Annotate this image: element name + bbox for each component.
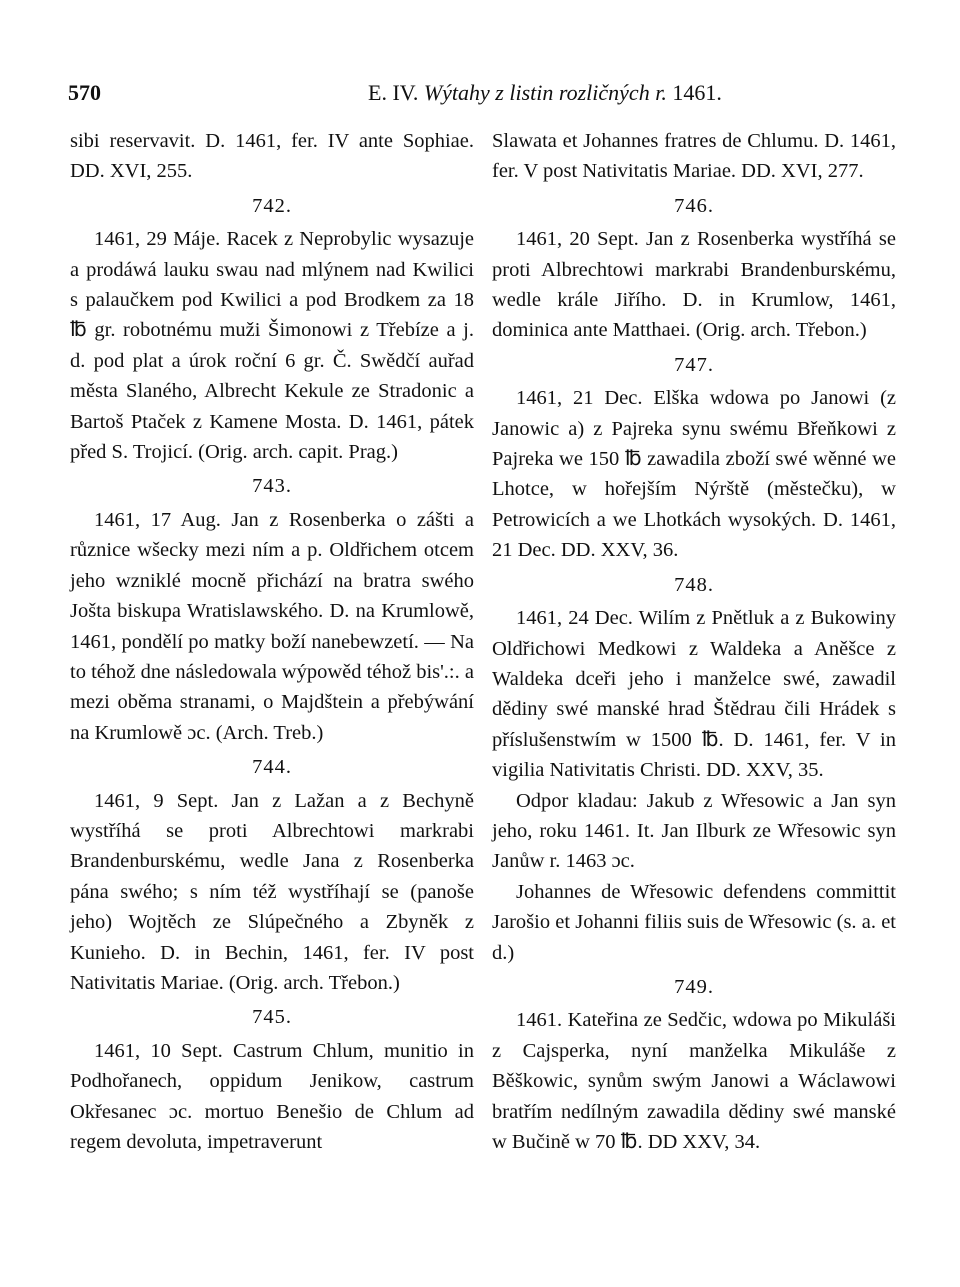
entry-text-749: 1461. Kateřina ze Sedčic, wdowa po Mikuláši z Cajsperka, nyní manželka Mikuláše z Běškowic, synům swým Janowi a Wáclawowi bratřím nedílným zawadila dědiny swé manské w Bučině w 70 ℔. DD XXV, 34. (492, 1009, 896, 1153)
entry-number-744: 744. (252, 756, 292, 779)
entry-text-742: 1461, 29 Máje. Racek z Neprobylic wysazuje a prodáwá lauku swau nad mlýnem nad Kwilici s palaučkem pod Kwilici a pod Brodkem za 18 ℔ gr. robotnému muži Šimonowi z Třebíze a j. d. pod plat a úrok roční 6 gr. Č. Swědčí auřad města Slaného, Albrecht Kekule ze Stradonic a Bartoš Ptaček z Kamene Mosta. D. 1461, pátek před S. Trojicí. (Orig. arch. capit. Prag.) (70, 228, 474, 464)
entry-number-745: 745. (252, 1006, 292, 1029)
entry-text-745: 1461, 10 Sept. Castrum Chlum, munitio in Podhořanech, oppidum Jenikow, castrum Okřesanec ɔc. mortuo Benešio de Chlum ad regem devoluta, impetraverunt (70, 1039, 474, 1153)
entry-number-748: 748. (674, 573, 714, 596)
page-number: 570 (68, 80, 101, 105)
left-column (70, 126, 474, 1157)
entry-text-748: 1461, 24 Dec. Wilím z Pnětluk a z Bukowiny Oldřichowi Medkowi z Waldeka a Aněšce z Waldeka dceři jeho i manželce swé, zawadil dědiny swé manské hrad Štědrau čili Hrádek s příslušenstwím w 1500 ℔. D. 1461, fer. V in vigilia Nativitatis Christi. DD. XXV, 35. (492, 607, 896, 782)
running-head-title: Wýtahy z listin rozličných r. (423, 80, 667, 105)
entry-number-743: 743. (252, 475, 292, 498)
page-header (68, 76, 892, 110)
entry-text-748-defense: Johannes de Wřesowic defendens committit Jarošio et Johanni filiis suis de Wřesowic (s. a. et d.) (492, 880, 896, 964)
entry-text-747: 1461, 21 Dec. Elška wdowa po Janowi (z Janowic a) z Pajreka synu swému Břeňkowi z Pajreka we 150 ℔ zawadila zboží swé wěnné we Lhotce, w hořejším Nýrště (městečku), w Petrowicích a we Lhotkách wysokých. D. 1461, 21 Dec. DD. XXV, 36. (492, 387, 896, 562)
running-head-prefix: E. IV. (368, 80, 419, 105)
entry-text-746: 1461, 20 Sept. Jan z Rosenberka wystříhá se proti Albrechtowi markrabi Brandenburskému, wedle krále Jiřího. D. in Krumlow, 1461, dominica ante Matthaei. (Orig. arch. Třebon.) (492, 228, 896, 342)
right-column (492, 126, 896, 1157)
entry-number-749: 749. (674, 975, 714, 998)
running-head (368, 76, 722, 110)
entry-text-743: 1461, 17 Aug. Jan z Rosenberka o zášti a různice wšecky mezi ním a p. Oldřichem otcem jeho wzniklé mocně přichází na bratra swého Jošta biskupa Wratislawského. D. na Krumlowě, 1461, pondělí po matky boží nanebewzetí. — Na to téhož dne následowala wýpowěd téhož bis'.:. a mezi oběma stranami, o Majdštein a přebýwání na Krumlowě ɔc. (Arch. Treb.) (70, 508, 474, 744)
continued-text: sibi reservavit. D. 1461, fer. IV ante Sophiae. DD. XVI, 255. (70, 130, 474, 183)
running-head-year: 1461. (672, 80, 722, 105)
entry-number-742: 742. (252, 194, 292, 217)
continued-text: Slawata et Johannes fratres de Chlumu. D. 1461, fer. V post Nativitatis Mariae. DD. XVI, 277. (492, 130, 896, 183)
entry-number-746: 746. (674, 194, 714, 217)
entry-text-744: 1461, 9 Sept. Jan z Lažan a z Bechyně wystříhá se proti Albrechtowi markrabi Brandenburskému, wedle Jana z Rosenberka pána swého; s ním též wystříhají se (panoše jeho) Wojtěch ze Slúpečného a Zbyněk z Kunieho. D. in Bechin, 1461, fer. IV post Nativitatis Mariae. (Orig. arch. Třebon.) (70, 789, 474, 994)
entry-text-748-objection: Odpor kladau: Jakub z Wřesowic a Jan syn jeho, roku 1461. It. Jan Ilburk ze Wřesowic syn Janůw r. 1463 ɔc. (492, 789, 896, 873)
entry-number-747: 747. (674, 353, 714, 376)
